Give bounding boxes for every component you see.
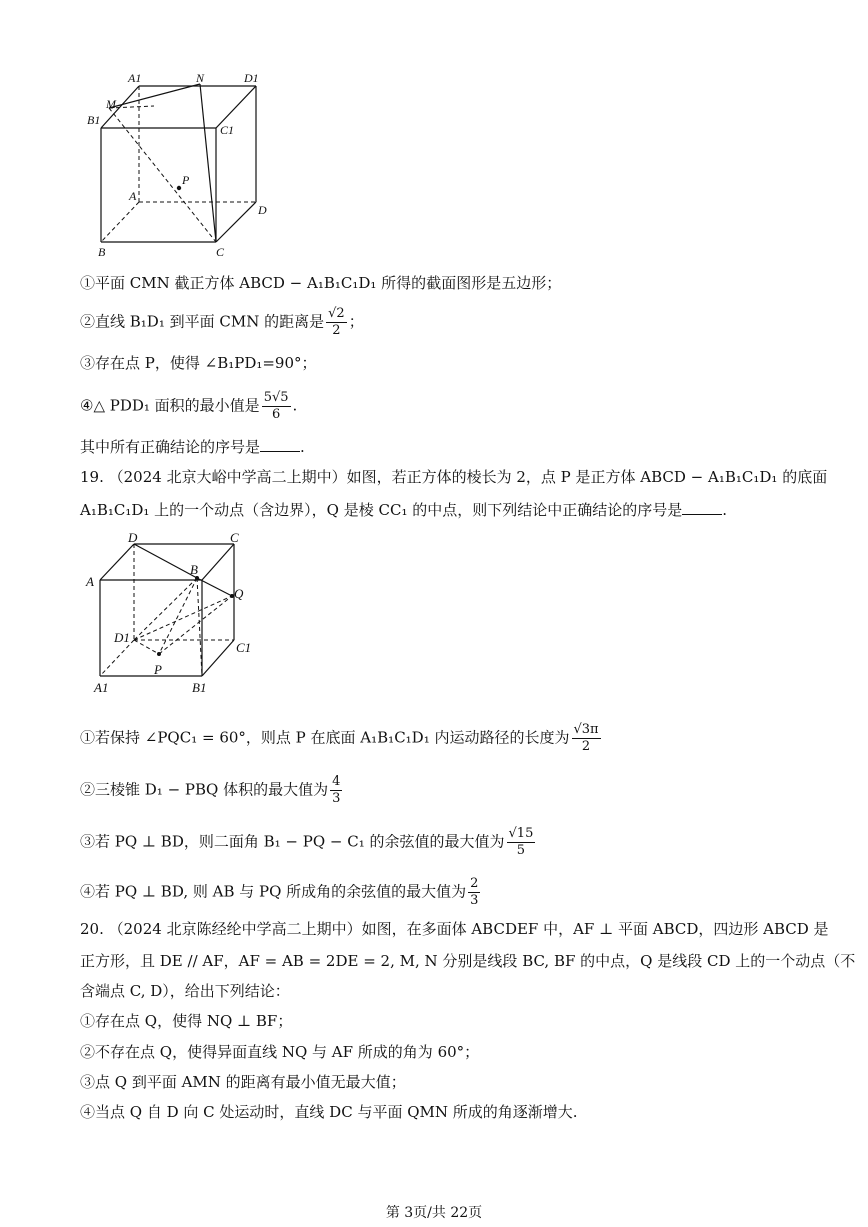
fraction <box>326 306 347 339</box>
fraction <box>262 390 291 423</box>
fig1-label: C <box>216 245 225 259</box>
q19-option-3 <box>80 826 537 859</box>
q20-conclusion-3: ③点 Q 到平面 AMN 的距离有最小值无最大值； <box>80 1073 406 1091</box>
q20-conclusion-4: ④当点 Q 自 D 向 C 处运动时，直线 DC 与平面 QMN 所成的角逐渐增大. <box>80 1103 578 1121</box>
fig1-label: B <box>98 245 106 259</box>
fig1-label: B1 <box>87 113 101 127</box>
fig1-label: M <box>106 97 116 111</box>
q20-conclusion-2: ②不存在点 Q，使得异面直线 NQ 与 AF 所成的角为 60°； <box>80 1043 480 1061</box>
fig2-label: B <box>190 562 198 577</box>
fraction-den: 5 <box>516 843 526 858</box>
q19-option-2 <box>80 774 344 807</box>
fraction <box>572 722 601 755</box>
fraction-num: 5√5 <box>263 390 289 405</box>
q18-s2-text: ②直线 B₁D₁ 到平面 CMN 的距离是 <box>80 312 325 331</box>
answer-blank <box>260 437 300 452</box>
q20-line-1: 20. （2024 北京陈经纶中学高二上期中）如图，在多面体 ABCDEF 中，AF ⊥ 平面 ABCD，四边形 ABCD 是 <box>80 920 829 938</box>
q19-line-2 <box>80 499 727 521</box>
fig1-label: A1 <box>128 71 142 85</box>
fraction-den: 3 <box>470 893 479 908</box>
q20-conclusion-1: ①存在点 Q，使得 NQ ⊥ BF； <box>80 1012 293 1030</box>
q20-line-3: 含端点 C, D），给出下列结论： <box>80 982 290 1000</box>
fig2-label: C1 <box>236 640 252 655</box>
q18-statement-4 <box>80 390 297 423</box>
q19-o3-text: ③若 PQ ⊥ BD，则二面角 B₁ − PQ − C₁ 的余弦值的最大值为 <box>80 832 505 851</box>
fig2-label: P <box>154 662 162 677</box>
q18-statement-1: ①平面 CMN 截正方体 ABCD − A₁B₁C₁D₁ 所得的截面图形是五边形； <box>80 274 562 292</box>
q19-o1-text: ①若保持 ∠PQC₁ = 60°，则点 P 在底面 A₁B₁C₁D₁ 内运动路径的长度为 <box>80 728 570 747</box>
answer-blank <box>682 500 722 515</box>
q19-line-2-dot: . <box>722 501 728 519</box>
q18-statement-2 <box>80 306 364 339</box>
q18-s4-end: . <box>292 396 298 415</box>
fraction-num: √15 <box>508 826 534 841</box>
q20-line-2: 正方形，且 DE // AF，AF = AB = 2DE = 2, M, N 分别是线段 BC, BF 的中点，Q 是线段 CD 上的一个动点（不 <box>80 952 856 970</box>
q18-s2-end: ； <box>348 312 364 331</box>
fraction-num: 2 <box>470 876 479 891</box>
fig2-label: D <box>128 530 138 545</box>
fraction-num: √2 <box>328 306 345 321</box>
fraction-den: 2 <box>332 323 341 338</box>
fig2-label: B1 <box>192 680 207 695</box>
fraction <box>507 826 536 859</box>
fraction-num: √3π <box>573 722 599 737</box>
q19-line-2-text: A₁B₁C₁D₁ 上的一个动点（含边界），Q 是棱 CC₁ 的中点，则下列结论中正确结论的序号是 <box>80 501 683 519</box>
q19-o4-text: ④若 PQ ⊥ BD, 则 AB 与 PQ 所成角的余弦值的最大值为 <box>80 882 467 901</box>
fraction-den: 3 <box>332 791 341 806</box>
q18-statement-3: ③存在点 P，使得 ∠B₁PD₁=90°； <box>80 354 317 372</box>
q19-line-1: 19. （2024 北京大峪中学高二上期中）如图，若正方体的棱长为 2，点 P 是正方体 ABCD − A₁B₁C₁D₁ 的底面 <box>80 468 828 486</box>
cube-figure-2 <box>84 530 264 702</box>
fig2-label: A1 <box>94 680 109 695</box>
fig1-label: N <box>196 71 205 85</box>
q18-end-dot: . <box>300 438 305 456</box>
fig1-label: P <box>182 173 190 187</box>
fraction <box>330 774 342 807</box>
fig2-label: Q <box>234 586 244 601</box>
fig2-label: A <box>86 574 94 589</box>
fig1-label: C1 <box>220 123 235 137</box>
fraction <box>468 876 480 909</box>
fig1-label: D <box>258 203 267 217</box>
q19-option-1 <box>80 722 603 755</box>
q19-option-4 <box>80 876 482 909</box>
q18-answer-prompt <box>80 436 305 458</box>
fraction-den: 2 <box>581 739 591 754</box>
fig2-label: D1 <box>114 630 130 645</box>
cube-figure-1 <box>84 68 284 260</box>
q19-o2-text: ②三棱锥 D₁ − PBQ 体积的最大值为 <box>80 780 329 799</box>
fig2-label: C <box>230 530 239 545</box>
fig1-label: A <box>129 189 137 203</box>
fraction-den: 6 <box>271 407 281 422</box>
fig1-label: D1 <box>244 71 259 85</box>
fraction-num: 4 <box>332 774 341 789</box>
q18-end-text: 其中所有正确结论的序号是 <box>80 438 261 456</box>
q18-s4-text: ④△ PDD₁ 面积的最小值是 <box>80 396 260 415</box>
page-footer: 第 3页/共 22页 <box>385 1205 483 1221</box>
